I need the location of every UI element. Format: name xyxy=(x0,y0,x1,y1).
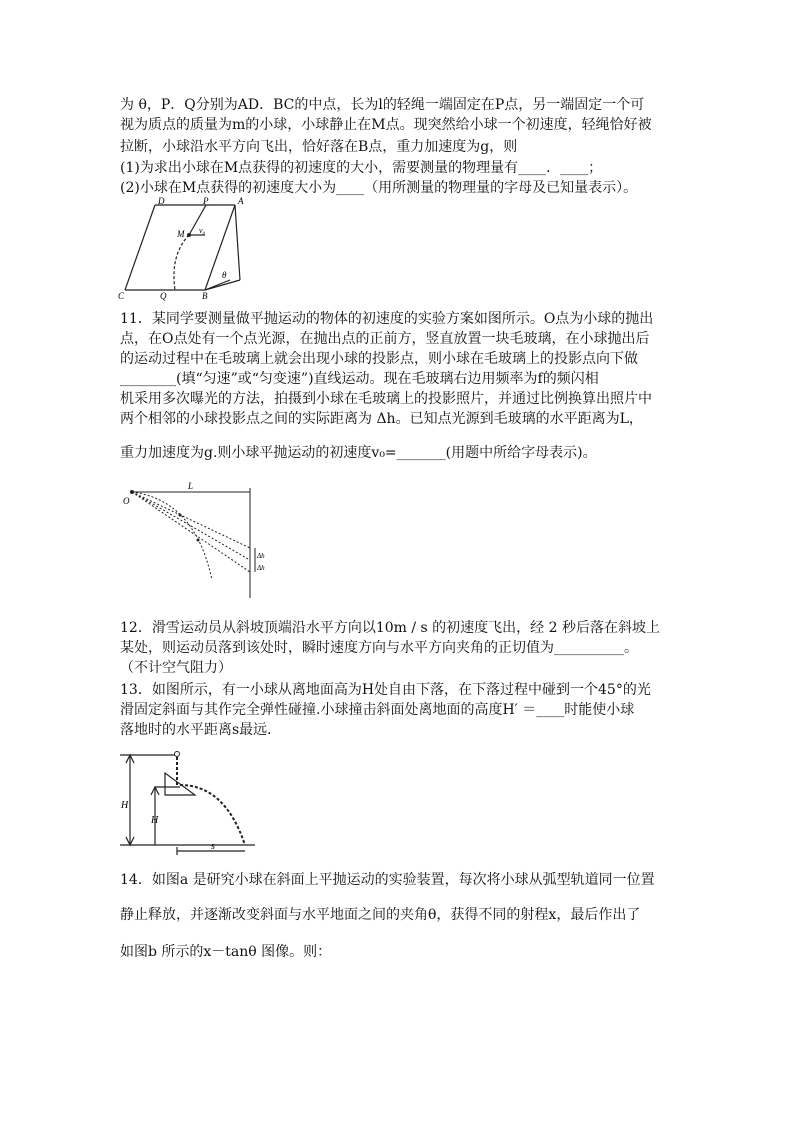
q10-line-2: 视为质点的质量为m的小球，小球静止在M点。现突然给小球一个初速度，轻绳恰好被 xyxy=(120,117,652,133)
q12-line-3: （不计空气阻力） xyxy=(120,660,232,676)
label-v0: v₀ xyxy=(199,226,206,235)
label-O: O xyxy=(123,496,130,506)
label-P: P xyxy=(203,196,209,206)
label-theta: θ xyxy=(222,270,227,280)
q11-projection-figure xyxy=(120,480,265,600)
label-H-outer: H xyxy=(121,800,129,811)
q12-line-2: 某处，则运动员落到该处时，瞬时速度方向与水平方向夹角的正切值为__________。 xyxy=(120,640,638,656)
q11-line-1: 11．某同学要测量做平抛运动的物体的初速度的实验方案如图所示。O点为小球的抛出 xyxy=(120,311,654,327)
q14-line-1: 14．如图a 是研究小球在斜面上平抛运动的实验装置，每次将小球从弧型轨道同一位置 xyxy=(120,872,655,888)
label-s: s xyxy=(211,841,215,852)
label-A: A xyxy=(238,196,244,206)
q13-line-3: 落地时的水平距离s最远． xyxy=(120,722,282,738)
q11-line-4: ________(填“匀速”或“匀变速”)直线运动。现在毛玻璃右边用频率为f的频闪相 xyxy=(120,371,599,387)
q14-line-2: 静止释放，并逐渐改变斜面与水平地面之间的夹角θ，获得不同的射程x，最后作出了 xyxy=(120,907,641,923)
q10-line-5: (2)小球在M点获得的初速度大小为____（用所测量的物理量的字母及已知量表示）。 xyxy=(120,180,638,196)
q11-line-6: 两个相邻的小球投影点之间的实际距离为 Δh。已知点光源到毛玻璃的水平距离为L， xyxy=(120,411,643,427)
q11-line-3: 的运动过程中在毛玻璃上就会出现小球的投影点，则小球在毛玻璃上的投影点向下做 xyxy=(120,351,638,367)
q12-line-1: 12．滑雪运动员从斜坡顶端沿水平方向以10m / s 的初速度飞出，经 2 秒后落在斜坡上 xyxy=(120,620,660,636)
q13-line-1: 13．如图所示，有一小球从离地面高为H处自由下落，在下落过程中碰到一个45°的光 xyxy=(120,682,651,698)
q14-line-3: 如图b 所示的x－tanθ 图像。则： xyxy=(120,944,332,960)
q10-incline-figure xyxy=(115,195,255,305)
label-D: D xyxy=(158,196,165,206)
label-H-inner: H xyxy=(151,815,159,826)
label-L: L xyxy=(188,481,194,491)
label-M: M xyxy=(177,229,185,239)
label-dh-1: Δh xyxy=(257,552,265,560)
label-B: B xyxy=(202,291,208,301)
q10-line-4: (1)为求出小球在M点获得的初速度的大小，需要测量的物理量有____．____； xyxy=(120,160,603,176)
q11-line-2: 点，在O点处有一个点光源，在抛出点的正前方，竖直放置一块毛玻璃，在小球抛出后 xyxy=(120,331,650,347)
label-dh-2: Δh xyxy=(257,564,265,572)
q13-line-2: 滑固定斜面与其作完全弹性碰撞.小球撞击斜面处离地面的高度H′ ＝____时能使小球 xyxy=(120,702,635,718)
q10-line-1: 为 θ，P．Q分别为AD．BC的中点，长为l的轻绳一端固定在P点，另一端固定一个可 xyxy=(120,97,645,113)
q10-line-3: 拉断，小球沿水平方向飞出，恰好落在B点，重力加速度为g，则 xyxy=(120,139,518,155)
label-C: C xyxy=(118,291,125,301)
q11-line-5: 机采用多次曝光的方法，拍摄到小球在毛玻璃上的投影照片，并通过比例换算出照片中 xyxy=(120,391,652,407)
q11-line-7: 重力加速度为g.则小球平抛运动的初速度v₀=_______(用题中所给字母表示)。 xyxy=(120,445,597,461)
q13-slope-figure xyxy=(115,745,260,860)
label-Q: Q xyxy=(160,291,167,301)
